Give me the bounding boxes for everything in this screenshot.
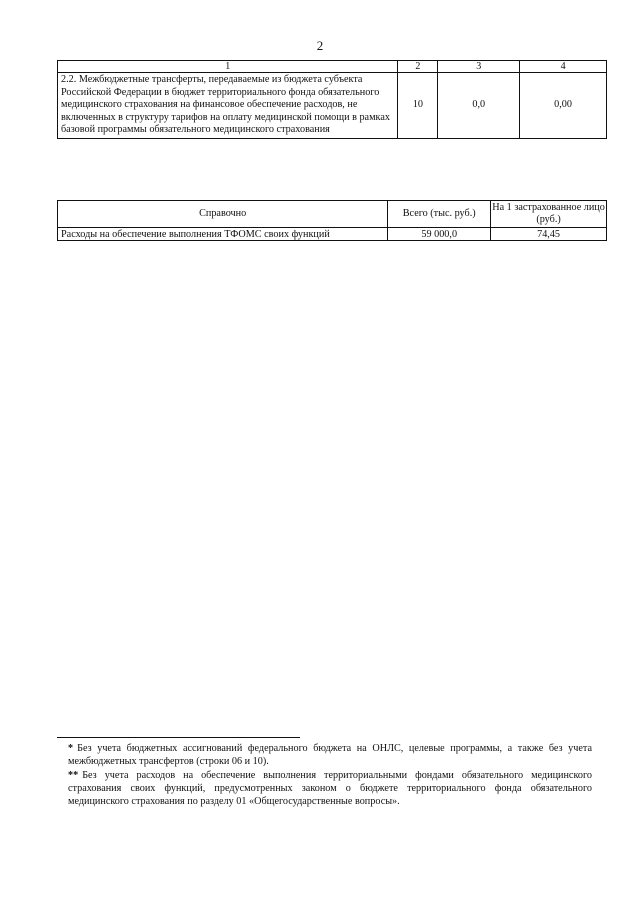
header-col-3: 3 bbox=[438, 61, 520, 73]
main-table bbox=[57, 60, 607, 139]
footnote-text: Без учета бюджетных ассигнований федерального бюджета на ОНЛС, целевые программы, а также без учета межбюджетных трансфертов (строки 06 и 10). bbox=[68, 743, 592, 767]
footnote-2 bbox=[68, 769, 592, 808]
footnote-mark: * bbox=[68, 743, 74, 754]
row-description: 2.2. Межбюджетные трансферты, передаваемые из бюджета субъекта Российской Федерации в бюджет территориального фонда обязательного медицинского страхования на финансовое обеспечение расходов, не включенных в структуру тарифов на оплату медицинской помощи в рамках базовой программы обязательного медицинского страхования bbox=[58, 73, 398, 139]
reference-header-total: Всего (тыс. руб.) bbox=[388, 201, 491, 228]
header-col-4: 4 bbox=[520, 61, 607, 73]
row-code: 10 bbox=[398, 73, 438, 139]
row-col4-value: 0,00 bbox=[520, 73, 607, 139]
reference-header-per-person: На 1 застрахованное лицо (руб.) bbox=[491, 201, 607, 228]
header-col-1: 1 bbox=[58, 61, 398, 73]
reference-header-label: Справочно bbox=[58, 201, 388, 228]
footnotes bbox=[68, 742, 592, 809]
reference-header-row bbox=[58, 201, 607, 228]
footnote-1 bbox=[68, 742, 592, 768]
reference-table bbox=[57, 200, 607, 241]
main-table-header-row bbox=[58, 61, 607, 73]
footnote-mark: ** bbox=[68, 770, 79, 781]
page-number: 2 bbox=[316, 38, 324, 53]
reference-row-per-person: 74,45 bbox=[491, 228, 607, 241]
footnote-text: Без учета расходов на обеспечение выполнения территориальными фондами обязательного медицинского страхования своих функций, предусмотренных законом о бюджете территориального фонда обязательного медицинского страхования по разделу 01 «Общегосударственные вопросы». bbox=[68, 770, 592, 807]
reference-row-total: 59 000,0 bbox=[388, 228, 491, 241]
header-col-2: 2 bbox=[398, 61, 438, 73]
row-col3-value: 0,0 bbox=[438, 73, 520, 139]
table-row bbox=[58, 73, 607, 139]
reference-row-label: Расходы на обеспечение выполнения ТФОМС своих функций bbox=[58, 228, 388, 241]
table-row bbox=[58, 228, 607, 241]
footnote-divider bbox=[57, 737, 300, 738]
